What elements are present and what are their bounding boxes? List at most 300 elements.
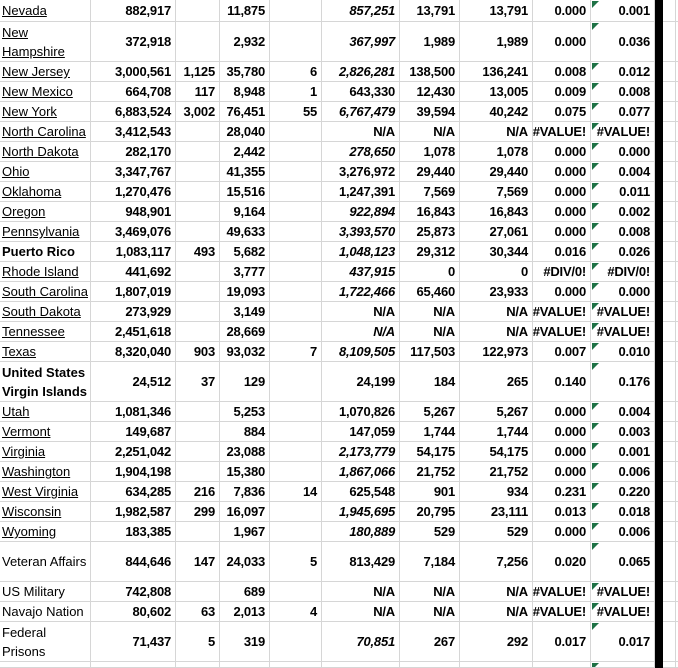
cell-col-d[interactable] [220,122,270,142]
cell-state-name[interactable] [0,502,91,522]
cell-col-j[interactable] [591,582,655,602]
cell-col-i[interactable] [533,462,591,482]
cell-col-c[interactable] [176,222,220,242]
cell-col-h[interactable] [460,302,533,322]
cell-col-e[interactable] [270,482,322,502]
cell-col-h[interactable] [460,262,533,282]
cell-col-e[interactable] [270,202,322,222]
cell-state-name[interactable] [0,422,91,442]
cell-col-e[interactable] [270,242,322,262]
cell-col-f[interactable] [322,142,400,162]
cell-col-b[interactable] [91,582,176,602]
cell-col-d[interactable] [220,82,270,102]
cell-col-b[interactable] [91,362,176,402]
cell-col-d[interactable] [220,0,270,22]
cell-col-e[interactable] [270,122,322,142]
cell-col-h[interactable] [460,462,533,482]
cell-col-d[interactable] [220,582,270,602]
cell-col-d[interactable] [220,362,270,402]
cell-col-d[interactable] [220,202,270,222]
cell-col-g[interactable] [400,22,460,62]
cell-col-g[interactable] [400,0,460,22]
cell-col-e[interactable] [270,262,322,282]
cell-col-c[interactable] [176,362,220,402]
cell-col-c[interactable] [176,622,220,662]
cell-state-name[interactable] [0,662,91,668]
cell-col-b[interactable] [91,542,176,582]
cell-col-c[interactable] [176,302,220,322]
cell-col-b[interactable] [91,82,176,102]
cell-col-g[interactable] [400,462,460,482]
cell-col-g[interactable] [400,202,460,222]
cell-col-i[interactable] [533,322,591,342]
cell-col-b[interactable] [91,202,176,222]
cell-col-j[interactable] [591,162,655,182]
cell-col-e[interactable] [270,462,322,482]
cell-col-b[interactable] [91,242,176,262]
cell-col-g[interactable] [400,242,460,262]
cell-col-b[interactable] [91,102,176,122]
cell-state-name[interactable] [0,62,91,82]
cell-col-f[interactable] [322,622,400,662]
cell-state-name[interactable] [0,82,91,102]
cell-col-g[interactable] [400,262,460,282]
cell-col-c[interactable] [176,342,220,362]
cell-col-e[interactable] [270,62,322,82]
cell-col-d[interactable] [220,422,270,442]
cell-col-i[interactable] [533,282,591,302]
cell-col-h[interactable] [460,22,533,62]
cell-col-i[interactable] [533,62,591,82]
cell-col-j[interactable] [591,502,655,522]
cell-col-j[interactable] [591,182,655,202]
cell-col-b[interactable] [91,122,176,142]
cell-col-b[interactable] [91,462,176,482]
cell-col-j[interactable] [591,482,655,502]
cell-col-g[interactable] [400,442,460,462]
cell-col-d[interactable] [220,662,270,668]
cell-state-name[interactable] [0,442,91,462]
cell-col-i[interactable] [533,362,591,402]
cell-col-f[interactable] [322,342,400,362]
cell-col-j[interactable] [591,422,655,442]
cell-col-b[interactable] [91,262,176,282]
cell-col-h[interactable] [460,82,533,102]
cell-col-g[interactable] [400,402,460,422]
cell-state-name[interactable] [0,462,91,482]
cell-col-c[interactable] [176,422,220,442]
cell-col-h[interactable] [460,402,533,422]
cell-col-b[interactable] [91,662,176,668]
cell-col-i[interactable] [533,142,591,162]
cell-col-g[interactable] [400,622,460,662]
cell-col-d[interactable] [220,142,270,162]
cell-col-g[interactable] [400,582,460,602]
cell-col-d[interactable] [220,62,270,82]
cell-state-name[interactable] [0,202,91,222]
cell-col-h[interactable] [460,122,533,142]
cell-col-c[interactable] [176,282,220,302]
cell-col-j[interactable] [591,522,655,542]
cell-col-f[interactable] [322,542,400,582]
cell-col-h[interactable] [460,322,533,342]
cell-col-d[interactable] [220,22,270,62]
cell-col-b[interactable] [91,342,176,362]
cell-col-f[interactable] [322,482,400,502]
cell-col-f[interactable] [322,182,400,202]
cell-state-name[interactable] [0,342,91,362]
cell-col-f[interactable] [322,422,400,442]
cell-col-d[interactable] [220,482,270,502]
cell-col-g[interactable] [400,482,460,502]
cell-col-i[interactable] [533,342,591,362]
cell-col-c[interactable] [176,522,220,542]
cell-col-d[interactable] [220,502,270,522]
cell-col-b[interactable] [91,0,176,22]
cell-state-name[interactable] [0,522,91,542]
cell-col-d[interactable] [220,322,270,342]
cell-col-j[interactable] [591,22,655,62]
cell-col-i[interactable] [533,402,591,422]
cell-state-name[interactable] [0,242,91,262]
cell-col-g[interactable] [400,422,460,442]
cell-col-e[interactable] [270,82,322,102]
cell-col-h[interactable] [460,0,533,22]
cell-col-j[interactable] [591,0,655,22]
cell-col-i[interactable] [533,602,591,622]
cell-col-b[interactable] [91,302,176,322]
cell-col-d[interactable] [220,242,270,262]
cell-col-i[interactable] [533,542,591,582]
cell-col-i[interactable] [533,182,591,202]
cell-col-c[interactable] [176,542,220,582]
cell-col-b[interactable] [91,522,176,542]
cell-col-h[interactable] [460,662,533,668]
cell-col-e[interactable] [270,662,322,668]
cell-col-g[interactable] [400,342,460,362]
cell-state-name[interactable] [0,142,91,162]
cell-col-d[interactable] [220,462,270,482]
cell-col-i[interactable] [533,242,591,262]
cell-col-c[interactable] [176,602,220,622]
cell-col-j[interactable] [591,262,655,282]
cell-col-d[interactable] [220,342,270,362]
cell-col-c[interactable] [176,242,220,262]
cell-col-g[interactable] [400,122,460,142]
cell-col-e[interactable] [270,102,322,122]
cell-col-f[interactable] [322,442,400,462]
cell-col-g[interactable] [400,162,460,182]
cell-col-e[interactable] [270,502,322,522]
cell-col-f[interactable] [322,122,400,142]
cell-state-name[interactable] [0,122,91,142]
cell-col-d[interactable] [220,162,270,182]
cell-col-g[interactable] [400,222,460,242]
cell-state-name[interactable] [0,542,91,582]
cell-col-e[interactable] [270,542,322,582]
cell-state-name[interactable] [0,322,91,342]
cell-col-j[interactable] [591,462,655,482]
cell-col-i[interactable] [533,222,591,242]
cell-state-name[interactable] [0,482,91,502]
cell-col-h[interactable] [460,522,533,542]
cell-col-c[interactable] [176,502,220,522]
cell-col-g[interactable] [400,302,460,322]
cell-col-d[interactable] [220,622,270,662]
cell-col-g[interactable] [400,182,460,202]
cell-col-d[interactable] [220,282,270,302]
cell-col-i[interactable] [533,162,591,182]
cell-col-h[interactable] [460,162,533,182]
cell-col-h[interactable] [460,442,533,462]
cell-state-name[interactable] [0,622,91,662]
cell-col-j[interactable] [591,402,655,422]
cell-col-c[interactable] [176,142,220,162]
cell-col-b[interactable] [91,322,176,342]
cell-col-h[interactable] [460,582,533,602]
cell-col-h[interactable] [460,62,533,82]
cell-col-i[interactable] [533,422,591,442]
cell-col-h[interactable] [460,282,533,302]
cell-col-i[interactable] [533,582,591,602]
cell-col-f[interactable] [322,662,400,668]
cell-col-h[interactable] [460,622,533,662]
cell-col-g[interactable] [400,602,460,622]
cell-col-e[interactable] [270,302,322,322]
cell-col-i[interactable] [533,102,591,122]
cell-col-c[interactable] [176,442,220,462]
cell-col-e[interactable] [270,402,322,422]
cell-col-j[interactable] [591,122,655,142]
cell-col-c[interactable] [176,182,220,202]
cell-col-i[interactable] [533,442,591,462]
cell-col-e[interactable] [270,442,322,462]
cell-col-d[interactable] [220,102,270,122]
cell-col-j[interactable] [591,322,655,342]
cell-col-b[interactable] [91,622,176,662]
cell-col-e[interactable] [270,622,322,662]
cell-col-h[interactable] [460,602,533,622]
cell-col-g[interactable] [400,282,460,302]
cell-col-e[interactable] [270,142,322,162]
cell-col-b[interactable] [91,142,176,162]
cell-col-b[interactable] [91,442,176,462]
cell-col-h[interactable] [460,482,533,502]
cell-state-name[interactable] [0,222,91,242]
cell-col-f[interactable] [322,242,400,262]
cell-col-i[interactable] [533,122,591,142]
cell-col-h[interactable] [460,502,533,522]
cell-col-h[interactable] [460,222,533,242]
cell-col-c[interactable] [176,22,220,62]
cell-col-c[interactable] [176,662,220,668]
cell-col-h[interactable] [460,142,533,162]
cell-col-c[interactable] [176,322,220,342]
cell-col-d[interactable] [220,402,270,422]
cell-col-h[interactable] [460,102,533,122]
cell-col-d[interactable] [220,442,270,462]
cell-col-g[interactable] [400,102,460,122]
cell-col-j[interactable] [591,242,655,262]
cell-col-g[interactable] [400,142,460,162]
cell-col-e[interactable] [270,342,322,362]
cell-col-i[interactable] [533,302,591,322]
cell-col-i[interactable] [533,0,591,22]
cell-col-f[interactable] [322,162,400,182]
cell-col-g[interactable] [400,662,460,668]
cell-col-e[interactable] [270,322,322,342]
cell-col-j[interactable] [591,302,655,322]
cell-col-j[interactable] [591,342,655,362]
cell-state-name[interactable] [0,102,91,122]
cell-col-h[interactable] [460,422,533,442]
cell-col-c[interactable] [176,462,220,482]
cell-col-g[interactable] [400,362,460,402]
cell-col-h[interactable] [460,362,533,402]
cell-col-f[interactable] [322,462,400,482]
cell-state-name[interactable] [0,0,91,22]
cell-col-e[interactable] [270,582,322,602]
cell-col-d[interactable] [220,602,270,622]
cell-col-h[interactable] [460,342,533,362]
cell-col-f[interactable] [322,502,400,522]
cell-col-d[interactable] [220,262,270,282]
cell-col-c[interactable] [176,262,220,282]
cell-col-d[interactable] [220,182,270,202]
cell-col-i[interactable] [533,622,591,662]
cell-col-g[interactable] [400,322,460,342]
cell-col-b[interactable] [91,62,176,82]
cell-col-i[interactable] [533,522,591,542]
cell-col-b[interactable] [91,402,176,422]
cell-col-i[interactable] [533,482,591,502]
cell-col-h[interactable] [460,542,533,582]
cell-col-j[interactable] [591,62,655,82]
cell-col-e[interactable] [270,362,322,402]
cell-col-f[interactable] [322,22,400,62]
cell-col-i[interactable] [533,262,591,282]
cell-col-c[interactable] [176,82,220,102]
cell-col-c[interactable] [176,102,220,122]
cell-col-g[interactable] [400,542,460,582]
cell-col-i[interactable] [533,662,591,668]
cell-col-g[interactable] [400,62,460,82]
cell-col-e[interactable] [270,422,322,442]
cell-col-g[interactable] [400,522,460,542]
cell-state-name[interactable] [0,402,91,422]
cell-col-f[interactable] [322,82,400,102]
cell-col-d[interactable] [220,302,270,322]
cell-col-i[interactable] [533,502,591,522]
cell-col-f[interactable] [322,222,400,242]
cell-state-name[interactable] [0,182,91,202]
cell-col-e[interactable] [270,222,322,242]
cell-col-i[interactable] [533,202,591,222]
cell-col-i[interactable] [533,22,591,62]
cell-col-j[interactable] [591,602,655,622]
cell-col-c[interactable] [176,402,220,422]
cell-col-e[interactable] [270,182,322,202]
cell-col-f[interactable] [322,402,400,422]
cell-state-name[interactable] [0,22,91,62]
cell-col-f[interactable] [322,62,400,82]
cell-col-d[interactable] [220,522,270,542]
cell-col-j[interactable] [591,362,655,402]
cell-state-name[interactable] [0,602,91,622]
cell-col-j[interactable] [591,142,655,162]
cell-col-b[interactable] [91,282,176,302]
cell-col-b[interactable] [91,162,176,182]
cell-col-b[interactable] [91,602,176,622]
cell-col-c[interactable] [176,162,220,182]
cell-col-e[interactable] [270,162,322,182]
cell-col-j[interactable] [591,442,655,462]
cell-col-e[interactable] [270,602,322,622]
cell-col-f[interactable] [322,322,400,342]
cell-col-h[interactable] [460,202,533,222]
cell-col-j[interactable] [591,202,655,222]
cell-col-j[interactable] [591,102,655,122]
cell-state-name[interactable] [0,282,91,302]
cell-col-b[interactable] [91,502,176,522]
cell-col-e[interactable] [270,22,322,62]
cell-col-c[interactable] [176,62,220,82]
cell-col-b[interactable] [91,22,176,62]
cell-col-b[interactable] [91,482,176,502]
cell-col-f[interactable] [322,602,400,622]
cell-col-f[interactable] [322,102,400,122]
cell-col-f[interactable] [322,202,400,222]
cell-state-name[interactable] [0,582,91,602]
cell-col-f[interactable] [322,582,400,602]
cell-state-name[interactable] [0,162,91,182]
cell-state-name[interactable] [0,362,91,402]
cell-col-c[interactable] [176,122,220,142]
cell-col-i[interactable] [533,82,591,102]
cell-col-g[interactable] [400,82,460,102]
cell-col-e[interactable] [270,282,322,302]
cell-col-b[interactable] [91,222,176,242]
cell-col-c[interactable] [176,482,220,502]
cell-col-d[interactable] [220,222,270,242]
cell-col-h[interactable] [460,182,533,202]
cell-col-f[interactable] [322,362,400,402]
cell-col-f[interactable] [322,302,400,322]
cell-col-b[interactable] [91,182,176,202]
cell-col-f[interactable] [322,522,400,542]
cell-col-j[interactable] [591,82,655,102]
cell-col-j[interactable] [591,282,655,302]
cell-col-e[interactable] [270,522,322,542]
cell-col-c[interactable] [176,0,220,22]
cell-col-j[interactable] [591,622,655,662]
cell-col-e[interactable] [270,0,322,22]
cell-col-c[interactable] [176,582,220,602]
cell-col-f[interactable] [322,262,400,282]
cell-col-g[interactable] [400,502,460,522]
cell-col-f[interactable] [322,282,400,302]
cell-col-d[interactable] [220,542,270,582]
cell-col-f[interactable] [322,0,400,22]
cell-state-name[interactable] [0,302,91,322]
cell-state-name[interactable] [0,262,91,282]
cell-col-h[interactable] [460,242,533,262]
cell-col-j[interactable] [591,542,655,582]
cell-col-j[interactable] [591,222,655,242]
cell-col-c[interactable] [176,202,220,222]
cell-col-b[interactable] [91,422,176,442]
cell-col-j[interactable] [591,662,655,668]
